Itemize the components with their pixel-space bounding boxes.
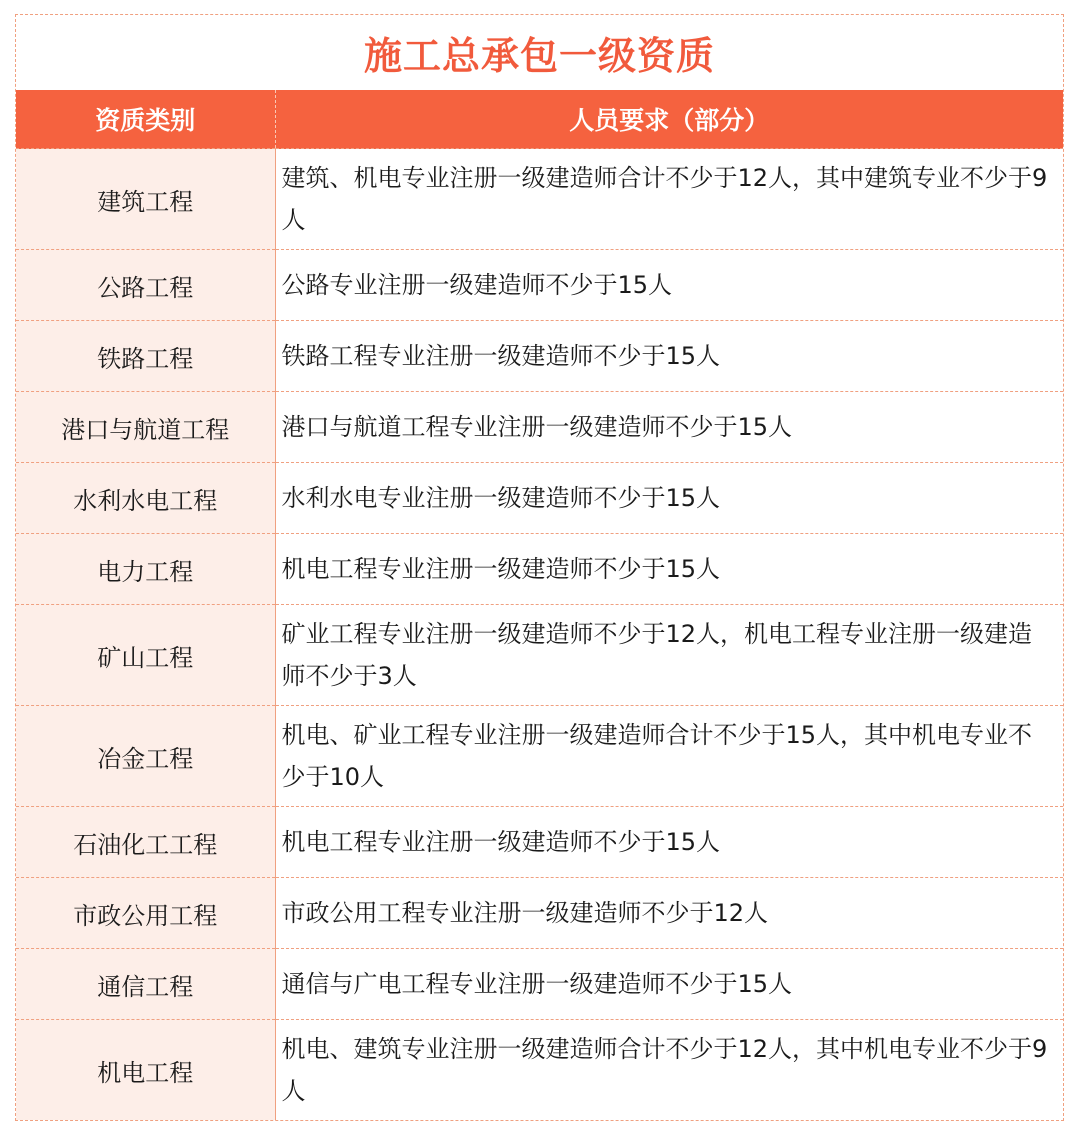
requirement-cell: 公路专业注册一级建造师不少于15人 [275,250,1063,321]
category-cell: 机电工程 [16,1020,275,1121]
requirement-cell: 市政公用工程专业注册一级建造师不少于12人 [275,878,1063,949]
table-header-row [16,90,1063,149]
qualification-table [16,90,1063,1120]
requirement-cell: 矿业工程专业注册一级建造师不少于12人，机电工程专业注册一级建造师不少于3人 [275,605,1063,706]
table-row [16,392,1063,463]
table-row [16,463,1063,534]
category-cell: 通信工程 [16,949,275,1020]
column-header-category: 资质类别 [16,90,275,149]
category-cell: 公路工程 [16,250,275,321]
category-cell: 水利水电工程 [16,463,275,534]
table-row [16,250,1063,321]
requirement-cell: 机电、建筑专业注册一级建造师合计不少于12人，其中机电专业不少于9人 [275,1020,1063,1121]
requirement-cell: 建筑、机电专业注册一级建造师合计不少于12人，其中建筑专业不少于9人 [275,149,1063,250]
requirement-cell: 机电工程专业注册一级建造师不少于15人 [275,534,1063,605]
requirement-cell: 机电工程专业注册一级建造师不少于15人 [275,807,1063,878]
requirement-cell: 通信与广电工程专业注册一级建造师不少于15人 [275,949,1063,1020]
category-cell: 石油化工工程 [16,807,275,878]
table-row [16,949,1063,1020]
table-row [16,807,1063,878]
page-title: 施工总承包一级资质 [16,15,1063,90]
category-cell: 冶金工程 [16,706,275,807]
table-row [16,321,1063,392]
category-cell: 港口与航道工程 [16,392,275,463]
requirement-cell: 港口与航道工程专业注册一级建造师不少于15人 [275,392,1063,463]
requirement-cell: 铁路工程专业注册一级建造师不少于15人 [275,321,1063,392]
table-row [16,878,1063,949]
category-cell: 矿山工程 [16,605,275,706]
table-row [16,149,1063,250]
category-cell: 铁路工程 [16,321,275,392]
category-cell: 市政公用工程 [16,878,275,949]
requirement-cell: 水利水电专业注册一级建造师不少于15人 [275,463,1063,534]
requirement-cell: 机电、矿业工程专业注册一级建造师合计不少于15人，其中机电专业不少于10人 [275,706,1063,807]
category-cell: 电力工程 [16,534,275,605]
qualification-table-frame [15,14,1064,1121]
table-row [16,605,1063,706]
column-header-requirement: 人员要求（部分） [275,90,1063,149]
table-row [16,1020,1063,1121]
table-row [16,706,1063,807]
table-row [16,534,1063,605]
category-cell: 建筑工程 [16,149,275,250]
